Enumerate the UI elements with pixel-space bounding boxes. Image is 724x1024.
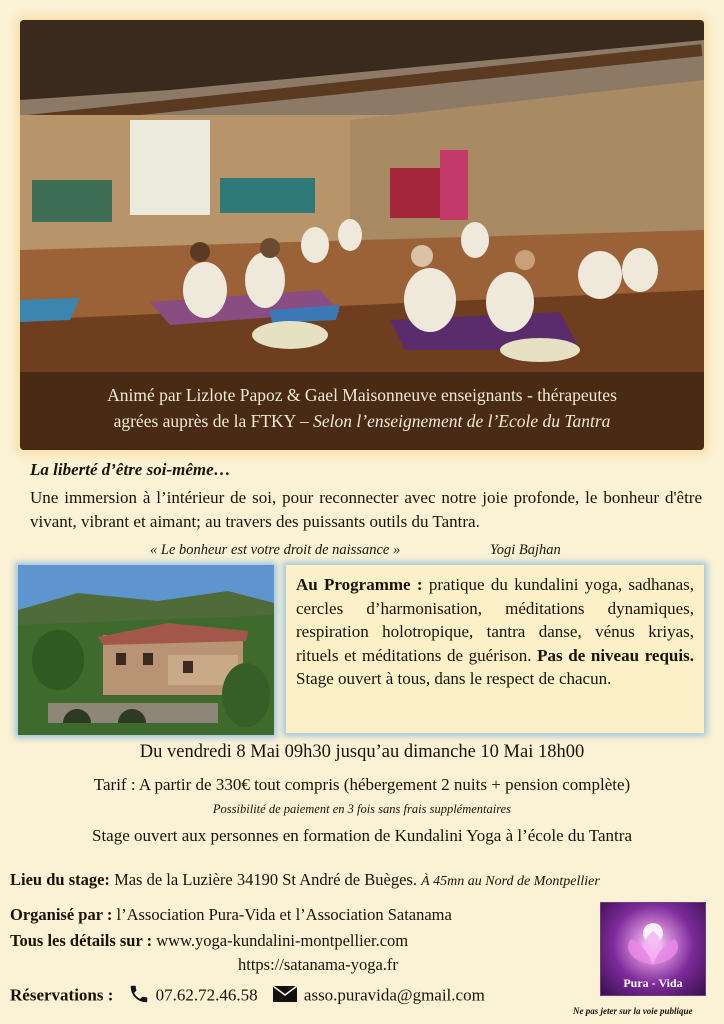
footnote: Ne pas jeter sur la voie publique (573, 1006, 693, 1016)
lotus-icon (601, 903, 705, 973)
satanama-website-link[interactable]: https://satanama-yoga.fr (238, 955, 398, 974)
mail-icon (272, 985, 298, 1008)
phone-icon (128, 983, 150, 1010)
pura-vida-logo (600, 902, 706, 996)
program-activities: pratique du kundalini yoga, sadhanas, cercles d’harmonisation, méditations dynamiques, respiration holotropique, tantra danse, vénus kriyas, rituels et méditations de guérison. (296, 575, 695, 665)
organizer-label: Organisé par : (10, 905, 113, 924)
organizer-line (10, 905, 452, 925)
reservations-line (10, 983, 485, 1010)
details-line (10, 931, 408, 951)
quote-author: Yogi Bajhan (490, 542, 561, 558)
venue-address: Mas de la Luzière 34190 St André de Buèges. (109, 870, 422, 889)
intro-title: La liberté d’être soi-même… (30, 460, 231, 479)
payment-note: Possibilité de paiement en 3 fois sans frais supplémentaires (212, 802, 512, 816)
venue-illustration (18, 565, 274, 735)
open-to-note: Stage ouvert aux personnes en formation de Kundalini Yoga à l’école du Tantra (92, 826, 632, 845)
venue-photo (18, 565, 274, 735)
quote: « Le bonheur est votre droit de naissance » (150, 542, 401, 558)
organizer-value: l’Association Pura-Vida et l’Association Satanama (112, 905, 452, 924)
reservations-label: Réservations : (10, 985, 114, 1005)
event-tarif: Tarif : A partir de 330€ tout compris (hébergement 2 nuits + pension complète) (93, 775, 631, 794)
program-open: Stage ouvert à tous, dans le respect de chacun. (296, 669, 612, 688)
details-website-link[interactable]: www.yoga-kundalini-montpellier.com (152, 931, 409, 950)
phone-number[interactable]: 07.62.72.46.58 (155, 985, 258, 1005)
program-level: Pas de niveau requis. (537, 645, 694, 665)
hero-caption (20, 382, 704, 434)
hero-caption-line-1: Animé par Lizlote Papoz & Gael Maisonneuve enseignants - thérapeutes (107, 385, 617, 405)
hero-caption-accreditation: agrées auprès de la FTKY – (113, 411, 314, 431)
intro-text: Une immersion à l’intérieur de soi, pour reconnecter avec notre joie profonde, le bonheur d'être vivant, vibrant et aimant; au travers des puissants outils du Tantra. (30, 488, 702, 531)
hero-photo (20, 20, 704, 450)
program-text (286, 565, 704, 691)
program-box (286, 565, 704, 733)
logo-label: Pura - Vida (623, 976, 683, 990)
email-address[interactable]: asso.puravida@gmail.com (303, 985, 485, 1005)
venue-distance: À 45mn au Nord de Montpellier (421, 874, 600, 889)
program-label: Au Programme : (296, 575, 423, 594)
venue-label: Lieu du stage: (10, 870, 110, 889)
venue-line (10, 870, 600, 890)
hero-caption-school: Selon l’enseignement de l’Ecole du Tantra (313, 411, 611, 431)
hero-caption-line-2 (20, 408, 704, 434)
details-label: Tous les détails sur : (10, 931, 153, 950)
event-dates: Du vendredi 8 Mai 09h30 jusqu’au dimanche 10 Mai 18h00 (139, 742, 585, 762)
